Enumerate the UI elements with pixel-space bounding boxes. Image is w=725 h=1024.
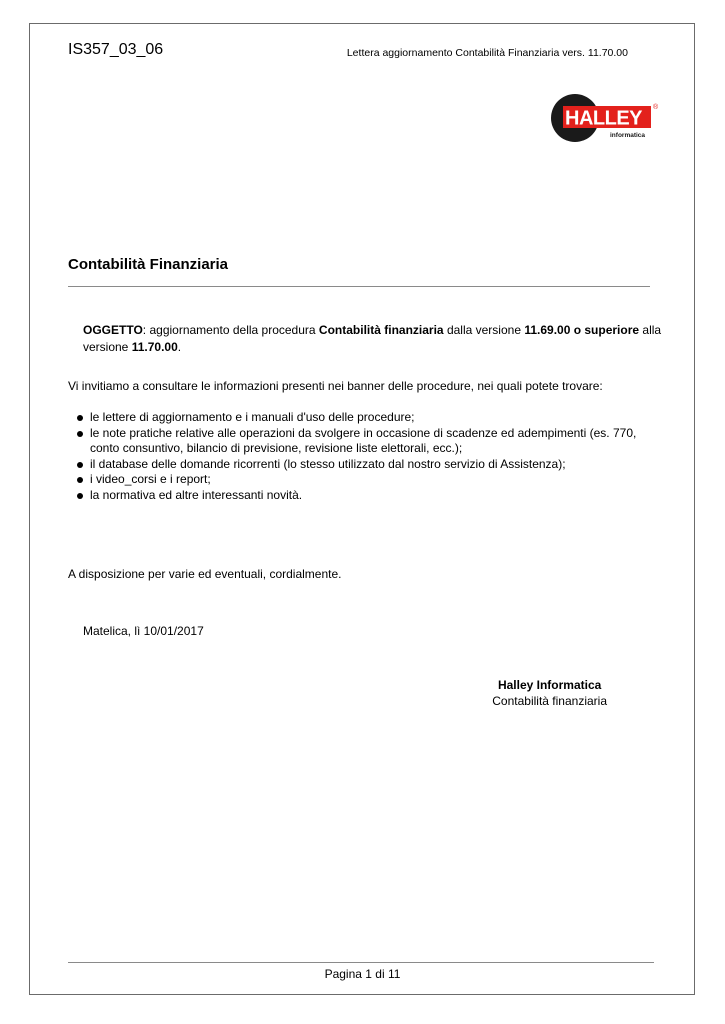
place-date: Matelica, lì 10/01/2017 (83, 624, 204, 638)
subject-text-3: alla versione (83, 323, 662, 354)
logo-brand: HALLEY (565, 107, 642, 130)
section-title: Contabilità Finanziaria (68, 256, 229, 273)
subject-from-version: 11.69.00 o superiore (524, 323, 640, 337)
info-list (76, 410, 656, 503)
list-item: i video_corsi e i report; (76, 472, 656, 488)
logo-registered: ® (653, 104, 659, 111)
closing-line: A disposizione per varie ed eventuali, cordialmente. (68, 567, 342, 581)
header-title: Lettera aggiornamento Contabilità Finanziaria vers. 11.70.00 (346, 47, 628, 59)
subject-paragraph (83, 322, 663, 356)
subject-end: . (177, 340, 182, 354)
page-frame (29, 23, 695, 995)
list-item: le note pratiche relative alle operazioni da svolgere in occasione di scadenze ed adempimenti (es. 770, conto consuntivo, bilancio di previsione, revisione liste elettorali, ecc.); (76, 426, 656, 457)
intro-paragraph: Vi invitiamo a consultare le informazioni presenti nei banner delle procedure, nei quali potete trovare: (68, 379, 603, 393)
footer-divider (68, 962, 654, 963)
halley-logo (549, 92, 661, 144)
signature-department: Contabilità finanziaria (492, 693, 607, 708)
title-divider (68, 286, 650, 287)
list-item: le lettere di aggiornamento e i manuali d'uso delle procedure; (76, 410, 656, 426)
page-number: Pagina 1 di 11 (324, 967, 401, 981)
subject-procedure: Contabilità finanziaria (318, 323, 444, 337)
subject-text-2: dalla versione (443, 323, 525, 337)
signature-block (492, 678, 607, 709)
list-item: il database delle domande ricorrenti (lo stesso utilizzato dal nostro servizio di Assistenza); (76, 457, 656, 473)
document-code: IS357_03_06 (68, 41, 164, 58)
subject-label: OGGETTO (83, 323, 143, 337)
logo-sub: informatica (610, 132, 646, 139)
list-item: la normativa ed altre interessanti novità. (76, 488, 656, 504)
signature-company: Halley Informatica (497, 678, 602, 692)
subject-text-1: : aggiornamento della procedura (142, 323, 319, 337)
subject-to-version: 11.70.00 (131, 340, 178, 354)
